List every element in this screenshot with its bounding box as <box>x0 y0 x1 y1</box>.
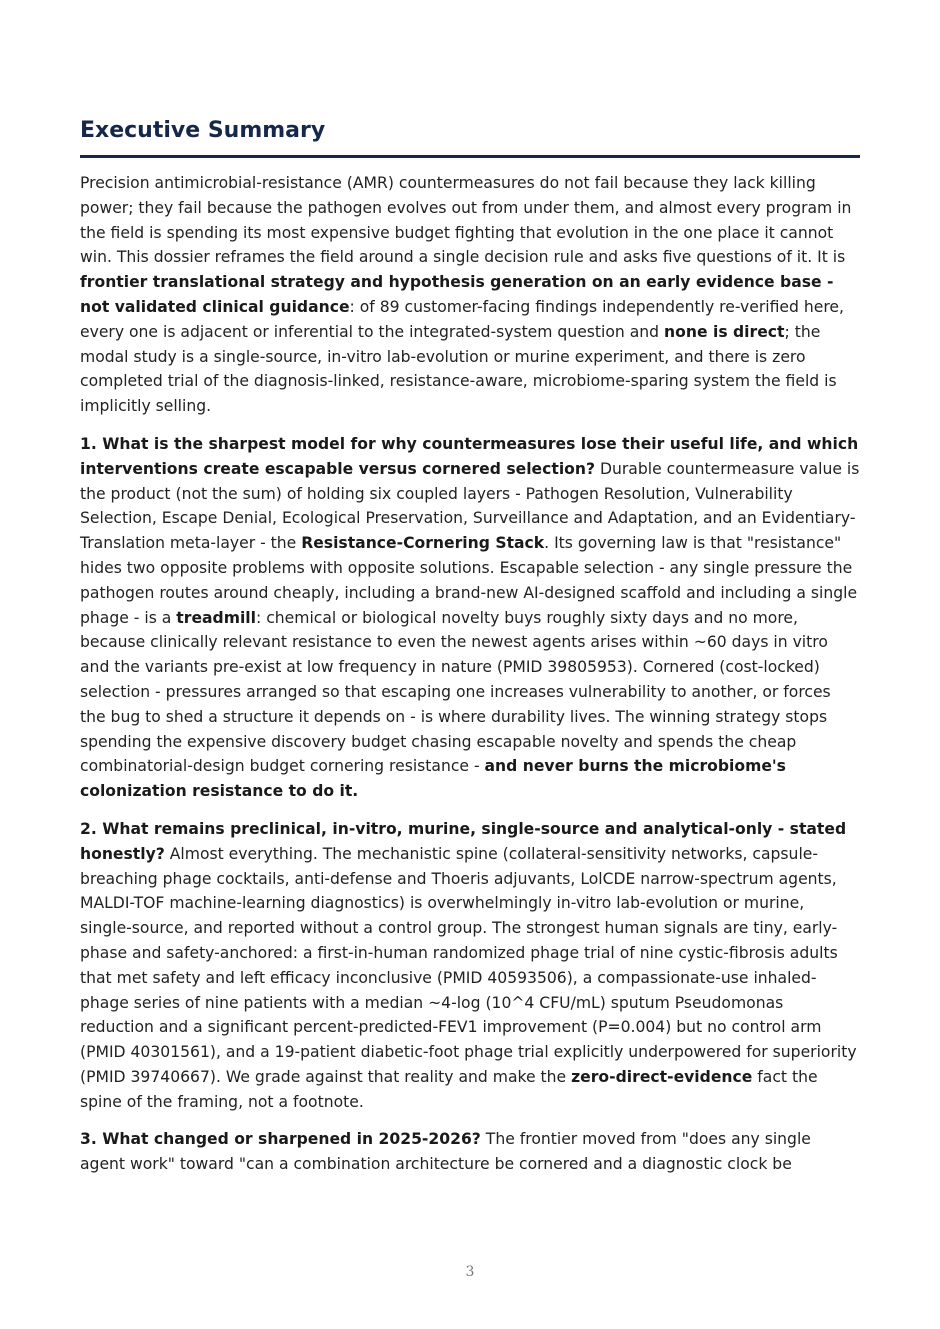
text-run: ; the modal study is a single-source, in-vitro lab-evolution or murine experiment, and there is zero completed trial of the diagnosis-linked, resistance-aware, microbiome-sparing system the field is implicitly selling. <box>80 322 837 416</box>
text-run: Precision antimicrobial-resistance (AMR) countermeasures do not fail because they lack killing power; they fail because the pathogen evolves out from under them, and almost every program in the field is spending its most expensive budget fighting that evolution in the one place it cannot win. This dossier reframes the field around a single decision rule and asks five questions of it. It is <box>80 174 852 267</box>
bold-text-run: frontier translational strategy and hypothesis generation on an early evidence base - not validated clinical guidance <box>80 273 834 316</box>
bold-text-run: none is direct <box>664 322 785 341</box>
question-3-paragraph <box>80 1127 860 1177</box>
section-heading: Executive Summary <box>80 118 326 143</box>
bold-text-run: treadmill <box>176 608 256 627</box>
bold-text-run: 3. What changed or sharpened in 2025-2026? <box>80 1130 481 1149</box>
question-1-paragraph <box>80 432 860 804</box>
bold-text-run: 2. What remains preclinical, in-vitro, murine, single-source and analytical-only - stated honestly? <box>80 819 847 863</box>
text-run: . Its governing law is that "resistance" hides two opposite problems with opposite solutions. Escapable selection - any single pressure the pathogen routes around cheaply, including a brand-new AI-designed scaffold and including a single phage - is a <box>80 534 858 627</box>
intro-paragraph <box>80 171 860 419</box>
text-run: Durable countermeasure value is the product (not the sum) of holding six coupled layers - Pathogen Resolution, Vulnerability Selection, Escape Denial, Ecological Preservation, Surveillance and Adaptation, and an Evidentiary-Translation meta-layer - the <box>80 459 860 553</box>
text-run: : chemical or biological novelty buys roughly sixty days and no more, because clinically relevant resistance to even the newest agents arises within ~60 days in vitro and the variants pre-exist at low frequency in nature (PMID 39805953). Cornered (cost-locked) selection - pressures arranged so that escaping one increases vulnerability to another, or forces the bug to shed a structure it depends on - is where durability lives. The winning strategy stops spending the expensive discovery budget chasing escapable novelty and spends the cheap combinatorial-design budget cornering resistance - <box>80 608 831 776</box>
question-2-paragraph <box>80 817 860 1115</box>
bold-text-run: Resistance-Cornering Stack <box>301 534 545 553</box>
heading-divider <box>80 155 860 158</box>
bold-text-run: and never burns the microbiome's colonization resistance to do it. <box>80 757 786 801</box>
summary-body <box>80 171 860 1190</box>
bold-text-run: 1. What is the sharpest model for why countermeasures lose their useful life, and which interventions create escapable versus cornered selection? <box>80 434 859 478</box>
page-number: 3 <box>465 1264 475 1280</box>
text-run: fact the spine of the framing, not a footnote. <box>80 1067 818 1111</box>
text-run: : of 89 customer-facing findings independently re-verified here, every one is adjacent or inferential to the integrated-system question and <box>80 297 844 341</box>
bold-text-run: zero-direct-evidence <box>571 1067 753 1086</box>
text-run: The frontier moved from "does any single agent work" toward "can a combination architecture be cornered and a diagnostic clock be <box>80 1130 811 1174</box>
text-run: Almost everything. The mechanistic spine (collateral-sensitivity networks, capsule-breaching phage cocktails, anti-defense and Thoeris adjuvants, LolCDE narrow-spectrum agents, MALDI-TOF machine-learning diagnostics) is overwhelmingly in-vitro lab-evolution or murine, single-source, and reported without a control group. The strongest human signals are tiny, early-phase and safety-anchored: a first-in-human randomized phage trial of nine cystic-fibrosis adults that met safety and left efficacy inconclusive (PMID 40593506), a compassionate-use inhaled-phage series of nine patients with a median ~4-log (10^4 CFU/mL) sputum Pseudomonas reduction and a significant percent-predicted-FEV1 improvement (P=0.004) but no control arm (PMID 40301561), and a 19-patient diabetic-foot phage trial explicitly underpowered for superiority (PMID 39740667). We grade against that reality and make the <box>80 844 857 1086</box>
